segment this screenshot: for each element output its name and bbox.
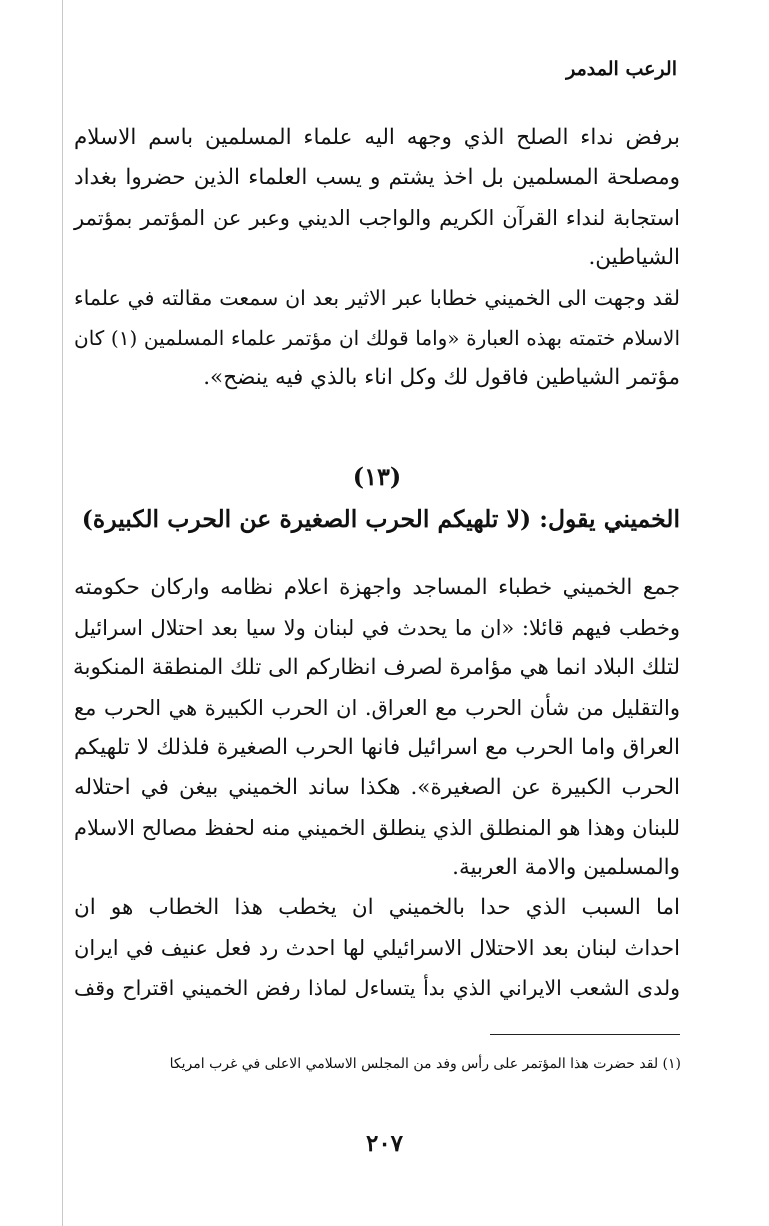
text-line: ولدى الشعب الايراني الذي بدأ يتساءل لماذا رفض الخميني اقتراح وقف xyxy=(74,976,680,1000)
text-line: مؤتمر الشياطين فاقول لك وكل اناء بالذي فيه ينضح». xyxy=(203,365,680,390)
text-line: والتقليل من شأن الحرب مع العراق. ان الحرب الكبيرة هي الحرب مع xyxy=(74,696,680,720)
text-line: وخطب فيهم قائلا: «ان ما يحدث في لبنان ولا سيا بعد احتلال اسرائيل xyxy=(74,616,680,640)
text-line: استجابة لنداء القرآن الكريم والواجب الديني وعبر عن المؤتمر بمؤتمر xyxy=(74,206,680,230)
section-number: (١٣) xyxy=(352,462,402,491)
text-line: الاسلام ختمته بهذه العبارة «واما قولك ان مؤتمر علماء المسلمين (١) كان xyxy=(74,326,681,350)
text-block-top xyxy=(74,118,680,398)
text-line: اما السبب الذي حدا بالخميني ان يخطب هذا الخطاب هو ان xyxy=(74,895,680,920)
text-line: الحرب الكبيرة عن الصغيرة». هكذا ساند الخميني بيغن في احتلاله xyxy=(74,775,680,800)
text-line: للبنان وهذا هو المنطلق الذي ينطلق الخميني منه لحفظ مصالح الاسلام xyxy=(74,816,680,840)
footnote-divider xyxy=(490,1034,680,1035)
text-line: والمسلمين والامة العربية. xyxy=(452,855,680,880)
text-line: برفض نداء الصلح الذي وجهه اليه علماء المسلمين باسم الاسلام xyxy=(74,125,680,150)
text-block-main xyxy=(74,568,680,1008)
footnote: (١) لقد حضرت هذا المؤتمر على رأس وفد من المجلس الاسلامي الاعلى في غرب امريكا xyxy=(169,1056,681,1072)
page-edge xyxy=(62,0,63,1226)
text-line: لتلك البلاد انما هي مؤامرة لصرف انظاركم الى تلك المنطقة المنكوبة xyxy=(73,655,680,680)
text-line: احداث لبنان بعد الاحتلال الاسرائيلي لها احدث رد فعل عنيف في ايران xyxy=(74,936,680,960)
text-line: جمع الخميني خطباء المساجد واجهزة اعلام نظامه واركان حكومته xyxy=(74,575,680,600)
running-head: الرعب المدمر xyxy=(566,58,677,80)
text-line: الشياطين. xyxy=(588,245,680,270)
page-number: ٢٠٧ xyxy=(365,1130,404,1157)
text-line: لقد وجهت الى الخميني خطابا عبر الاثير بعد ان سمعت مقالته في علماء xyxy=(74,286,680,310)
text-line: ومصلحة المسلمين بل اخذ يشتم و يسب العلماء الذين حضروا بغداد xyxy=(74,165,680,190)
text-line: العراق واما الحرب مع اسرائيل فانها الحرب الصغيرة فلذلك لا تلهيكم xyxy=(74,735,680,760)
section-title: الخميني يقول: (لا تلهيكم الحرب الصغيرة عن الحرب الكبيرة) xyxy=(81,505,680,533)
